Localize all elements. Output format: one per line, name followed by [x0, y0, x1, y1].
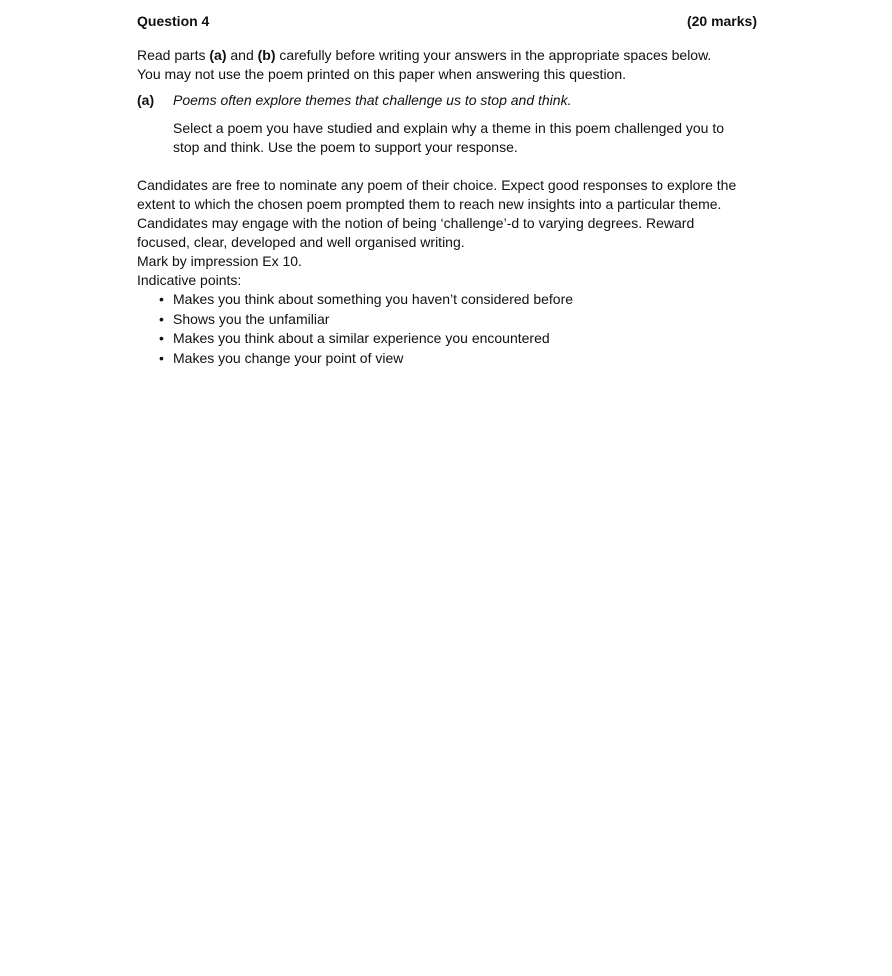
indicative-points-list	[137, 290, 749, 368]
bullet-icon: •	[159, 330, 164, 346]
part-b-ref: (b)	[257, 47, 276, 63]
bullet-icon: •	[159, 349, 164, 366]
list-item	[137, 329, 749, 349]
part-a-statement: Poems often explore themes that challenge us to stop and think.	[173, 92, 572, 108]
guidance-line: Candidates may engage with the notion of being ‘challenge’-d to varying degrees. Reward	[137, 215, 695, 231]
bullet-icon: •	[159, 291, 164, 307]
guidance-line: focused, clear, developed and well organised writing.	[137, 234, 465, 250]
instructions-line-1	[137, 46, 757, 65]
question-header	[137, 12, 757, 32]
task-line-2: stop and think. Use the poem to support your response.	[173, 139, 518, 155]
part-a-task	[173, 119, 743, 157]
list-item	[137, 310, 749, 330]
bullet-icon: •	[159, 310, 164, 327]
instructions-text: carefully before writing your answers in the appropriate spaces below.	[275, 47, 712, 63]
part-a-label: (a)	[137, 92, 155, 108]
question-title: Question 4	[137, 13, 210, 29]
list-item	[137, 290, 749, 310]
point-text: Makes you change your point of view	[173, 349, 404, 366]
marking-guidance	[137, 176, 749, 368]
point-text: Makes you think about a similar experience you encountered	[173, 330, 550, 346]
instructions	[137, 46, 757, 84]
instructions-text: and	[226, 47, 258, 63]
mark-by-impression: Mark by impression Ex 10.	[137, 253, 302, 269]
question-marks: (20 marks)	[686, 13, 757, 29]
instructions-line-2: You may not use the poem printed on this paper when answering this question.	[137, 66, 627, 82]
point-text: Makes you think about something you haven’t considered before	[173, 291, 574, 307]
list-item	[137, 349, 749, 369]
instructions-text: Read parts	[137, 47, 210, 63]
task-line-1: Select a poem you have studied and explain why a theme in this poem challenged you to	[173, 120, 725, 136]
guidance-line: extent to which the chosen poem prompted them to reach new insights into a particular theme.	[137, 196, 722, 212]
point-text: Shows you the unfamiliar	[173, 310, 330, 327]
guidance-line: Candidates are free to nominate any poem of their choice. Expect good responses to explore the	[137, 177, 737, 193]
indicative-points-heading: Indicative points:	[137, 272, 242, 288]
part-a-ref: (a)	[209, 47, 227, 63]
